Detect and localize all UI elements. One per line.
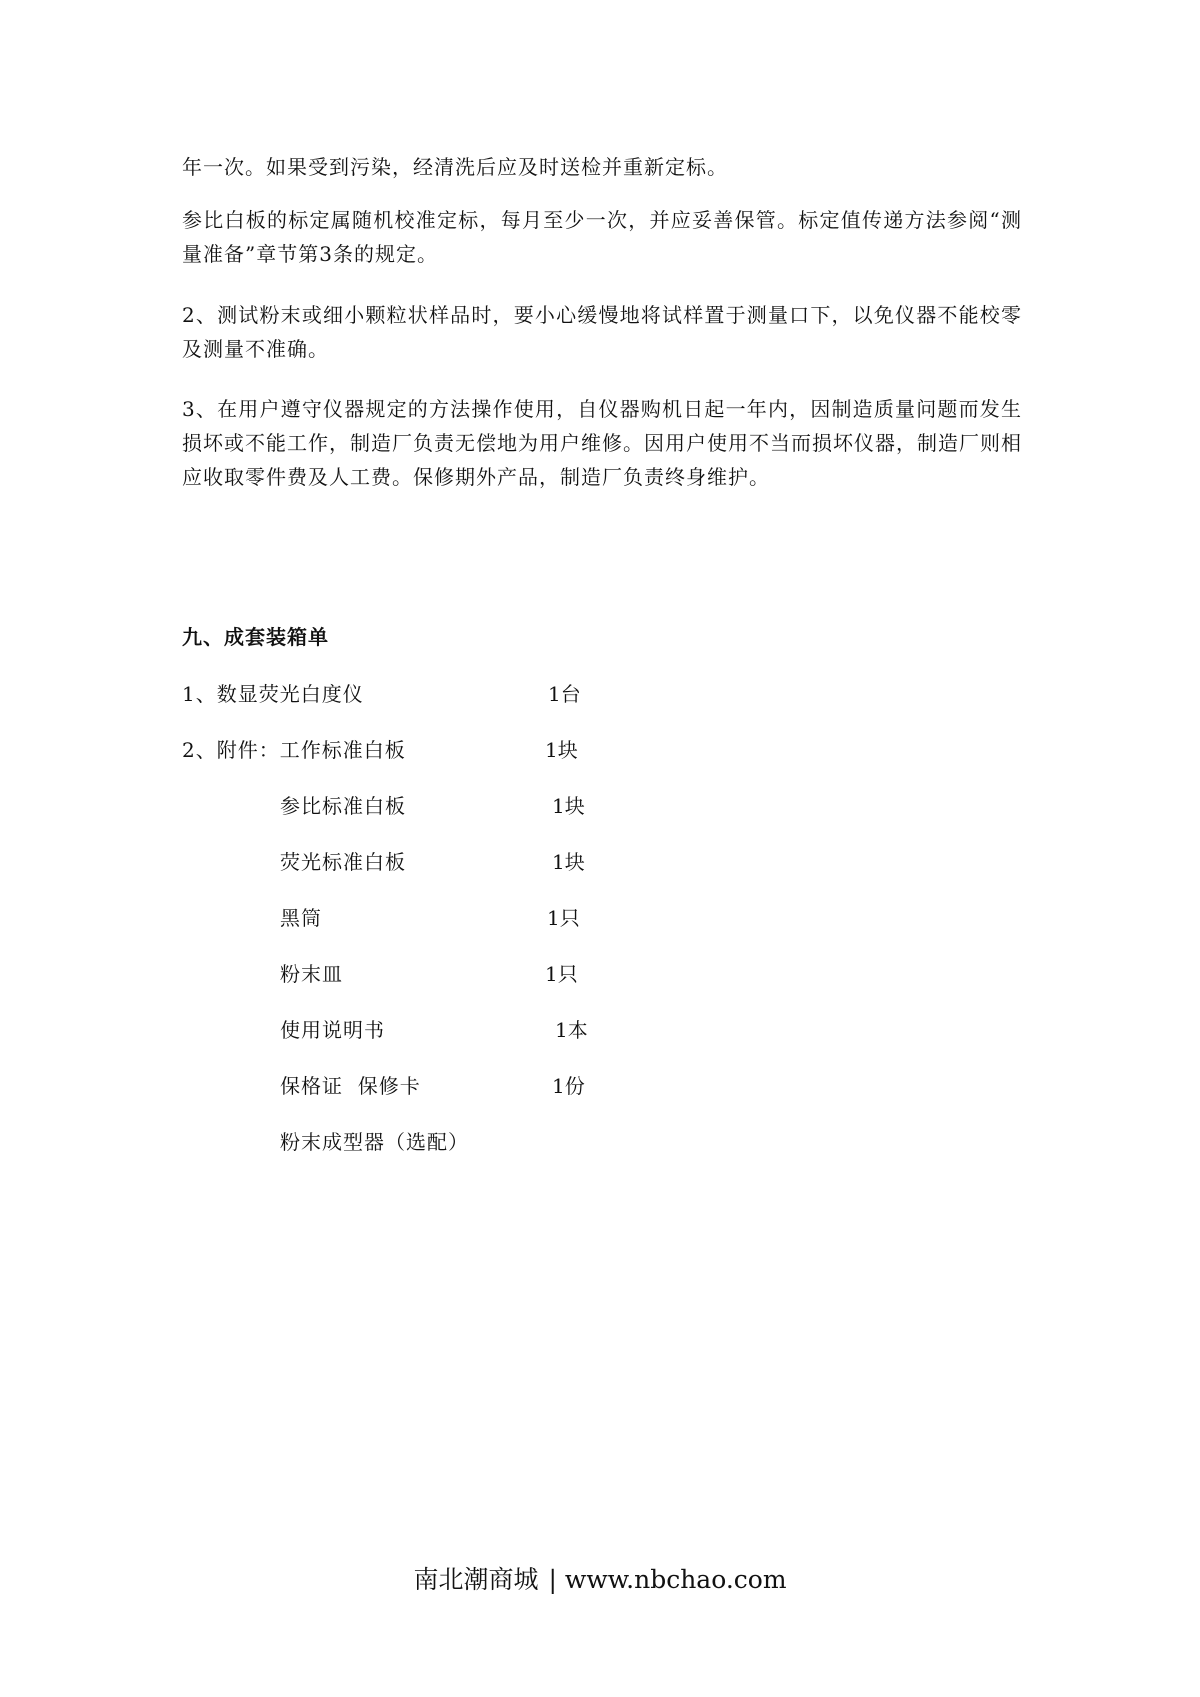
item-quantity: 1块 <box>552 794 585 818</box>
item-quantity: 1块 <box>552 850 585 874</box>
page-footer <box>0 1560 1200 1600</box>
paragraph-calibration-yearly: 年一次。如果受到污染，经清洗后应及时送检并重新定标。 <box>182 155 728 179</box>
footer-brand: 南北潮商城 <box>413 1565 539 1594</box>
item-name: 2、附件：工作标准白板 <box>182 738 406 762</box>
item-quantity: 1块 <box>545 738 578 762</box>
item-name: 使用说明书 <box>280 1018 385 1042</box>
item-quantity: 1份 <box>552 1074 585 1098</box>
item-name: 黑筒 <box>280 906 322 930</box>
item-name: 荧光标准白板 <box>280 850 406 874</box>
item-name: 保格证 保修卡 <box>280 1074 421 1098</box>
paragraph-powder-samples: 2、测试粉末或细小颗粒状样品时，要小心缓慢地将试样置于测量口下，以免仪器不能校零及测量不准确。 <box>182 303 1022 361</box>
item-quantity: 1只 <box>545 962 578 986</box>
item-quantity: 1本 <box>555 1018 588 1042</box>
item-name: 粉末成型器（选配） <box>280 1130 469 1154</box>
footer-url-link[interactable]: www.nbchao.com <box>564 1565 787 1594</box>
item-name: 1、数显荧光白度仪 <box>182 682 364 706</box>
paragraph-reference-board: 参比白板的标定属随机校准定标，每月至少一次，并应妥善保管。标定值传递方法参阅“测量准备”章节第3条的规定。 <box>182 208 1022 266</box>
section-title-packing-list: 九、成套装箱单 <box>182 625 329 649</box>
paragraph-warranty: 3、在用户遵守仪器规定的方法操作使用，自仪器购机日起一年内，因制造质量问题而发生损坏或不能工作，制造厂负责无偿地为用户维修。因用户使用不当而损坏仪器，制造厂则相应收取零件费及人工费。保修期外产品，制造厂负责终身维护。 <box>182 397 1022 489</box>
item-name: 参比标准白板 <box>280 794 406 818</box>
item-quantity: 1只 <box>547 906 580 930</box>
item-name: 粉末皿 <box>280 962 343 986</box>
item-quantity: 1台 <box>548 682 581 706</box>
footer-separator: | <box>548 1565 557 1594</box>
